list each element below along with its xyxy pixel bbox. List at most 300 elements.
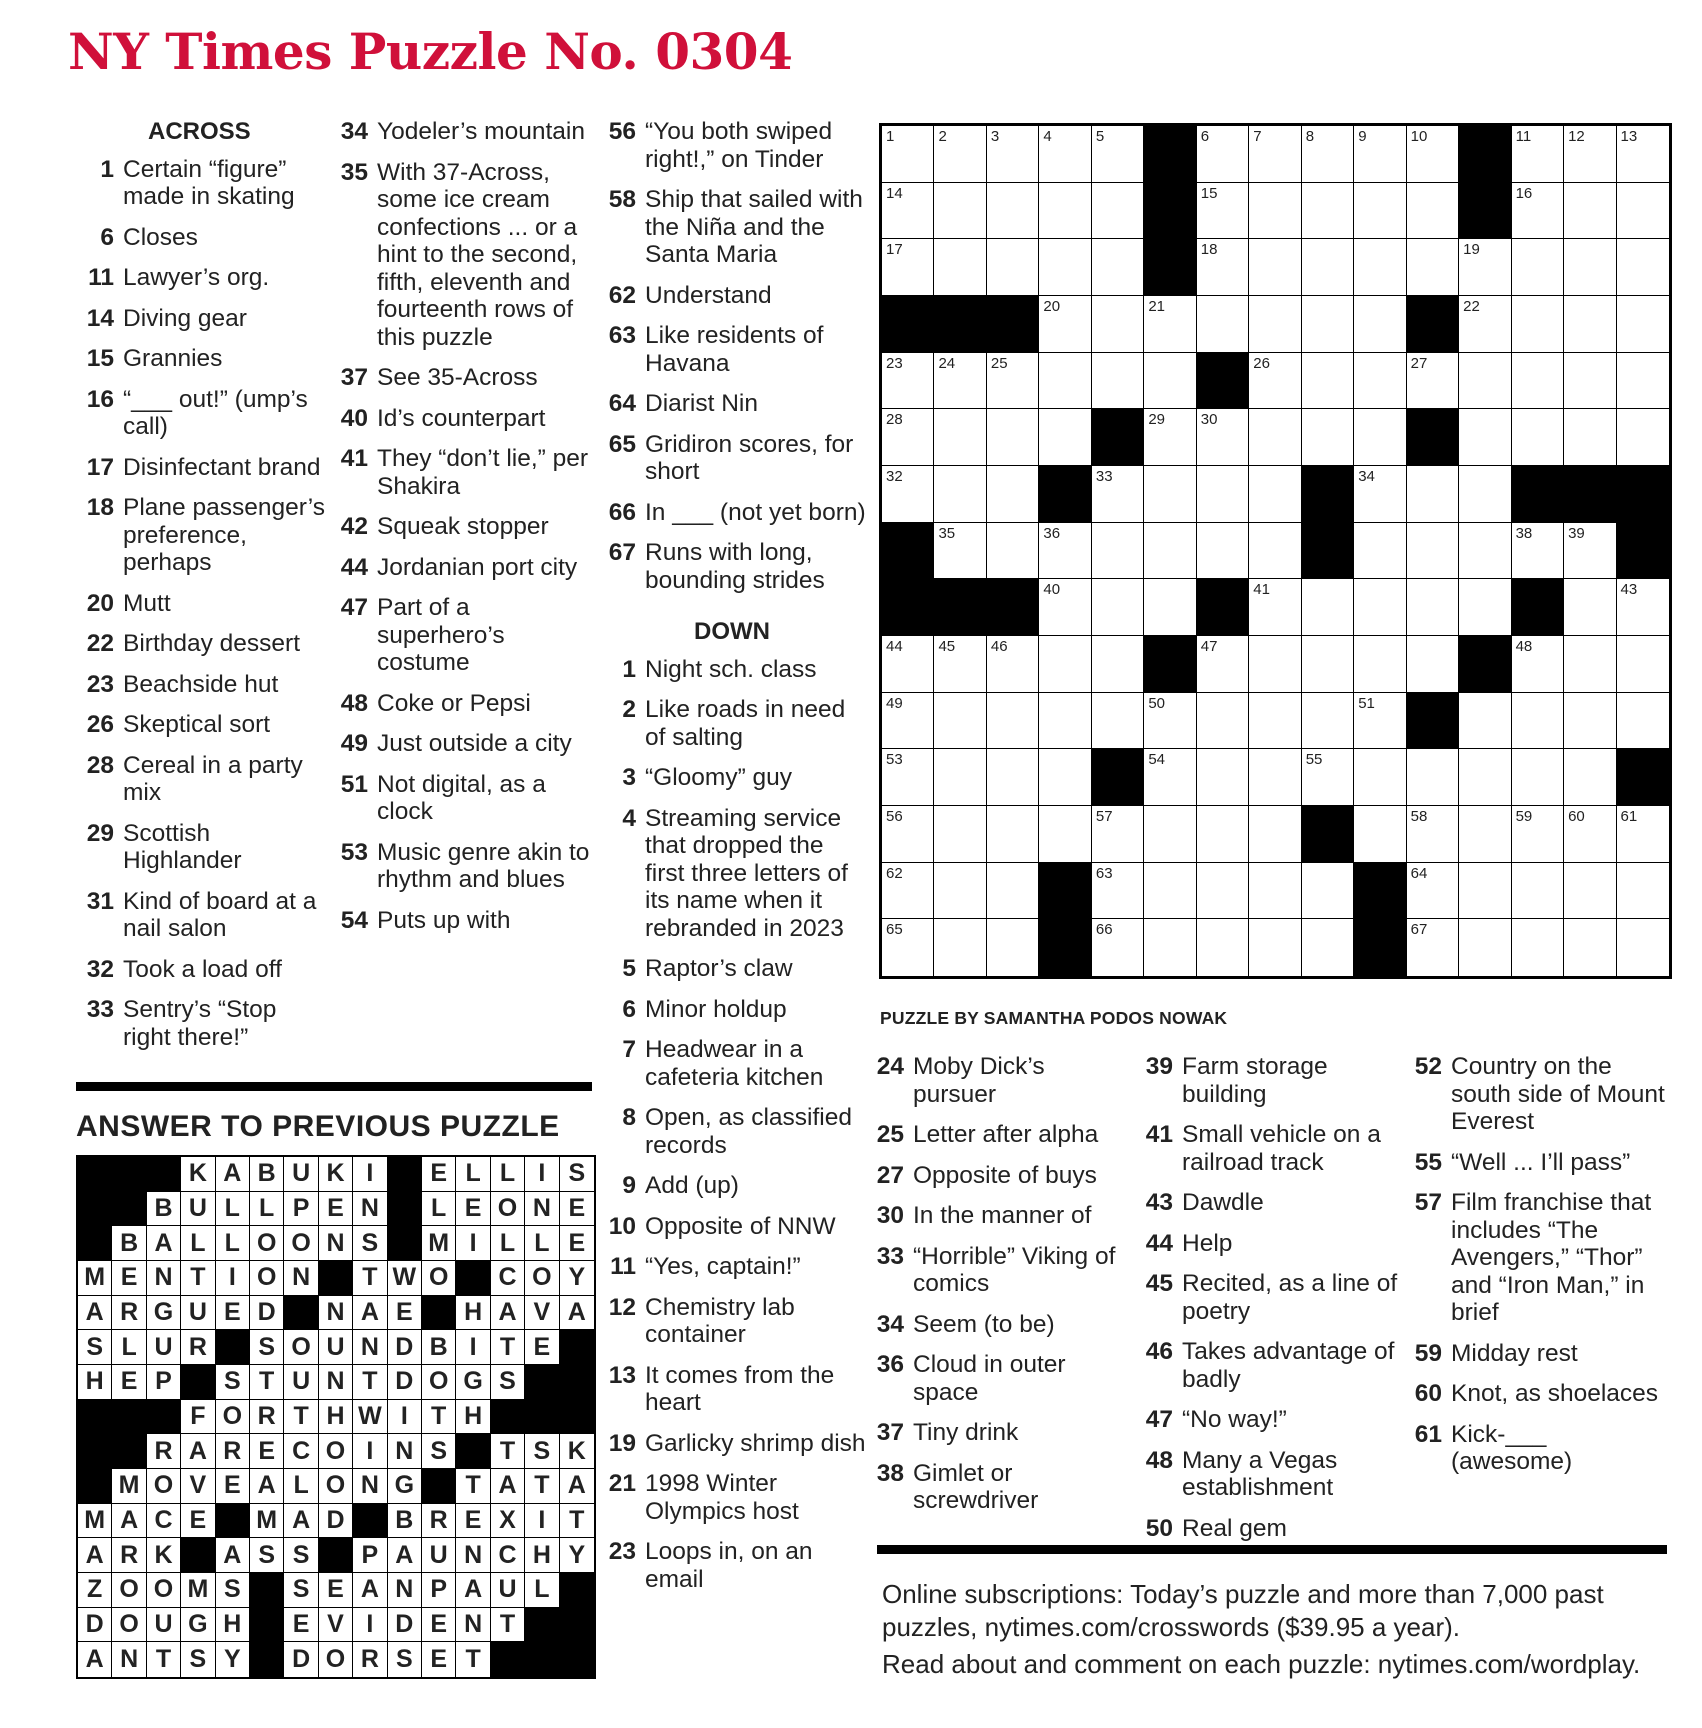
clue-text: Moby Dick’s pursuer (913, 1053, 1045, 1108)
grid-cell[interactable] (1197, 749, 1249, 806)
answer-letter: S (491, 1365, 525, 1400)
black-square (882, 579, 934, 636)
grid-cell[interactable] (1407, 863, 1459, 920)
answer-letter: O (319, 1469, 353, 1504)
grid-cell[interactable] (934, 409, 986, 466)
clue (598, 1294, 868, 1349)
answer-letter: T (250, 1365, 284, 1400)
grid-cell[interactable] (882, 749, 934, 806)
answer-letter: T (560, 1504, 594, 1539)
clue-text: With 37-Across, some ice cream confections ... or a hint to the second, fifth, eleventh and fourteenth rows of this puzzle (377, 158, 578, 351)
grid-cell[interactable] (1039, 126, 1091, 183)
answer-letter: L (422, 1192, 456, 1227)
answer-letter: I (456, 1226, 490, 1261)
answer-letter: B (147, 1192, 181, 1227)
answer-letter: E (181, 1504, 215, 1539)
grid-cell[interactable] (1197, 806, 1249, 863)
grid-cell[interactable] (1249, 466, 1301, 523)
clue-number: 17 (86, 453, 114, 481)
grid-cell[interactable] (1617, 239, 1669, 296)
answer-letter: L (112, 1330, 146, 1365)
answer-letter: C (491, 1261, 525, 1296)
clue-text: They “don’t lie,” per Shakira (377, 445, 589, 500)
grid-cell[interactable] (1302, 239, 1354, 296)
black-square (1197, 579, 1249, 636)
grid-cell[interactable] (1459, 466, 1511, 523)
grid-cell[interactable] (987, 126, 1039, 183)
grid-cell[interactable] (1564, 636, 1616, 693)
grid-cell[interactable] (1092, 636, 1144, 693)
black-square (987, 579, 1039, 636)
grid-cell[interactable] (1564, 353, 1616, 410)
grid-cell[interactable] (1197, 523, 1249, 580)
grid-cell[interactable] (882, 126, 934, 183)
clue (76, 494, 326, 577)
grid-cell[interactable] (1302, 579, 1354, 636)
grid-cell[interactable] (1144, 353, 1196, 410)
clue-number: 41 (340, 445, 368, 472)
grid-cell[interactable] (934, 523, 986, 580)
grid-cell[interactable] (1092, 523, 1144, 580)
grid-cell[interactable] (1249, 409, 1301, 466)
grid-cell[interactable] (1617, 126, 1669, 183)
answer-letter: N (353, 1192, 387, 1227)
grid-cell[interactable] (882, 806, 934, 863)
grid-cell[interactable] (934, 863, 986, 920)
clue (330, 159, 592, 352)
answer-black-square (422, 1469, 456, 1504)
grid-cell[interactable] (1039, 806, 1091, 863)
grid-cell[interactable] (1197, 183, 1249, 240)
black-square (1092, 749, 1144, 806)
answer-letter: N (456, 1538, 490, 1573)
clue-text: Headwear in a cafeteria kitchen (645, 1036, 824, 1091)
clue (598, 1362, 868, 1417)
grid-cell[interactable] (1039, 409, 1091, 466)
grid-cell[interactable] (1302, 693, 1354, 750)
answer-letter: E (422, 1157, 456, 1192)
grid-cell[interactable] (987, 919, 1039, 976)
black-square (1459, 636, 1511, 693)
grid-cell[interactable] (1407, 183, 1459, 240)
answer-letter: A (491, 1296, 525, 1331)
cell-number: 29 (1148, 411, 1166, 429)
answer-letter: D (319, 1504, 353, 1539)
grid-cell[interactable] (1249, 126, 1301, 183)
grid-cell[interactable] (1039, 296, 1091, 353)
grid-cell[interactable] (1564, 579, 1616, 636)
clue-number: 45 (1145, 1270, 1173, 1297)
grid-cell[interactable] (1144, 919, 1196, 976)
grid-cell[interactable] (934, 466, 986, 523)
grid-cell[interactable] (987, 466, 1039, 523)
grid-cell[interactable] (1039, 523, 1091, 580)
grid-cell[interactable] (1249, 863, 1301, 920)
grid-cell[interactable] (1039, 353, 1091, 410)
grid-cell[interactable] (1617, 863, 1669, 920)
answer-letter: O (112, 1573, 146, 1608)
grid-cell[interactable] (1617, 806, 1669, 863)
grid-cell[interactable] (882, 183, 934, 240)
grid-cell[interactable] (1039, 749, 1091, 806)
grid-cell[interactable] (1092, 126, 1144, 183)
grid-cell[interactable] (1249, 523, 1301, 580)
grid-cell[interactable] (1407, 636, 1459, 693)
grid-cell[interactable] (1354, 183, 1406, 240)
grid-cell[interactable] (1407, 239, 1459, 296)
grid-cell[interactable] (1512, 126, 1564, 183)
grid-cell[interactable] (1197, 863, 1249, 920)
grid-cell[interactable] (1039, 693, 1091, 750)
clue-text: Skeptical sort (123, 711, 271, 738)
grid-cell[interactable] (1302, 919, 1354, 976)
grid-cell[interactable] (1512, 919, 1564, 976)
grid-cell[interactable] (882, 409, 934, 466)
grid-cell[interactable] (1512, 353, 1564, 410)
grid-cell[interactable] (1092, 693, 1144, 750)
grid-cell[interactable] (987, 806, 1039, 863)
grid-cell[interactable] (1249, 749, 1301, 806)
clue-number: 42 (340, 513, 368, 540)
grid-cell[interactable] (1459, 579, 1511, 636)
clue-number: 11 (88, 264, 114, 291)
clue-number: 22 (86, 630, 114, 657)
grid-cell[interactable] (1354, 636, 1406, 693)
grid-cell[interactable] (1354, 466, 1406, 523)
grid-cell[interactable] (1249, 579, 1301, 636)
grid-cell[interactable] (1302, 183, 1354, 240)
grid-cell[interactable] (882, 466, 934, 523)
grid-cell[interactable] (934, 749, 986, 806)
clue-number: 19 (608, 1429, 636, 1457)
grid-cell[interactable] (1459, 919, 1511, 976)
grid-cell[interactable] (1249, 806, 1301, 863)
grid-cell[interactable] (1092, 183, 1144, 240)
grid-cell[interactable] (1092, 579, 1144, 636)
grid-cell[interactable] (1617, 693, 1669, 750)
clue-number: 38 (876, 1459, 904, 1487)
grid-cell[interactable] (1302, 296, 1354, 353)
grid-cell[interactable] (882, 239, 934, 296)
cell-number: 38 (1515, 524, 1533, 542)
grid-cell[interactable] (1354, 693, 1406, 750)
grid-cell[interactable] (1407, 919, 1459, 976)
clue (76, 305, 326, 333)
answer-black-square (216, 1504, 250, 1539)
grid-cell[interactable] (1354, 579, 1406, 636)
grid-cell[interactable] (1459, 749, 1511, 806)
grid-cell[interactable] (1512, 239, 1564, 296)
grid-cell[interactable] (934, 806, 986, 863)
clue-number: 23 (86, 670, 114, 698)
grid-cell[interactable] (1144, 523, 1196, 580)
grid-cell[interactable] (1512, 523, 1564, 580)
grid-cell[interactable] (1197, 409, 1249, 466)
answer-letter: B (250, 1157, 284, 1192)
answer-letter: G (456, 1365, 490, 1400)
grid-cell[interactable] (882, 863, 934, 920)
answer-letter: S (216, 1573, 250, 1608)
grid-cell[interactable] (1354, 409, 1406, 466)
clue-text: In the manner of (913, 1202, 1092, 1229)
grid-cell[interactable] (1092, 919, 1144, 976)
grid-cell[interactable] (987, 863, 1039, 920)
grid-cell[interactable] (1617, 919, 1669, 976)
clue (330, 839, 592, 894)
grid-cell[interactable] (1459, 296, 1511, 353)
clue-text: Midday rest (1451, 1339, 1578, 1367)
grid-cell[interactable] (1197, 296, 1249, 353)
grid-cell[interactable] (1302, 353, 1354, 410)
cell-number: 66 (1095, 921, 1113, 939)
grid-cell[interactable] (1249, 296, 1301, 353)
grid-cell[interactable] (1354, 126, 1406, 183)
answer-letter: A (388, 1538, 422, 1573)
grid-cell[interactable] (1092, 239, 1144, 296)
grid-cell[interactable] (1459, 863, 1511, 920)
grid-cell[interactable] (1197, 919, 1249, 976)
grid-cell[interactable] (1564, 409, 1616, 466)
grid-cell[interactable] (1092, 863, 1144, 920)
grid-cell[interactable] (934, 636, 986, 693)
grid-cell[interactable] (1617, 296, 1669, 353)
grid-cell[interactable] (934, 126, 986, 183)
clue (866, 1419, 1126, 1447)
grid-cell[interactable] (1512, 806, 1564, 863)
grid-cell[interactable] (1459, 806, 1511, 863)
clue-number: 57 (1414, 1189, 1442, 1216)
grid-cell[interactable] (1512, 863, 1564, 920)
clue (76, 264, 326, 292)
clue-text: Not digital, as a clock (377, 770, 546, 825)
answer-black-square (525, 1608, 559, 1643)
grid-cell[interactable] (1564, 749, 1616, 806)
grid-cell[interactable] (1144, 693, 1196, 750)
grid-cell[interactable] (987, 749, 1039, 806)
grid-cell[interactable] (1092, 466, 1144, 523)
clue (76, 956, 326, 984)
grid-cell[interactable] (1407, 466, 1459, 523)
grid-cell[interactable] (1249, 693, 1301, 750)
grid-cell[interactable] (1092, 353, 1144, 410)
grid-cell[interactable] (1564, 523, 1616, 580)
grid-cell[interactable] (882, 636, 934, 693)
black-square (1092, 409, 1144, 466)
grid-cell[interactable] (1459, 353, 1511, 410)
grid-cell[interactable] (1617, 579, 1669, 636)
grid-cell[interactable] (1407, 806, 1459, 863)
grid-cell[interactable] (987, 239, 1039, 296)
grid-cell[interactable] (934, 919, 986, 976)
grid-cell[interactable] (1512, 296, 1564, 353)
grid-cell[interactable] (1302, 126, 1354, 183)
grid-cell[interactable] (987, 183, 1039, 240)
grid-cell[interactable] (1512, 693, 1564, 750)
answer-letter: E (319, 1573, 353, 1608)
clue-number: 16 (86, 385, 114, 413)
clue-number: 37 (340, 364, 368, 391)
grid-cell[interactable] (1302, 749, 1354, 806)
clue-number: 8 (622, 1104, 636, 1131)
answer-letter: A (491, 1469, 525, 1504)
grid-cell[interactable] (1459, 239, 1511, 296)
grid-cell[interactable] (1144, 863, 1196, 920)
grid-cell[interactable] (1564, 183, 1616, 240)
grid-cell[interactable] (934, 693, 986, 750)
grid-cell[interactable] (1564, 239, 1616, 296)
cell-number: 23 (886, 354, 903, 372)
answer-letter: H (216, 1608, 250, 1643)
grid-cell[interactable] (1092, 806, 1144, 863)
clue (598, 390, 868, 418)
grid-cell[interactable] (1512, 636, 1564, 693)
clue-number: 6 (622, 995, 636, 1023)
clue-number: 60 (1414, 1380, 1442, 1407)
grid-cell[interactable] (987, 409, 1039, 466)
grid-cell[interactable] (1354, 523, 1406, 580)
clue-text: Knot, as shoelaces (1451, 1380, 1659, 1407)
grid-cell[interactable] (1197, 126, 1249, 183)
grid-cell[interactable] (1249, 239, 1301, 296)
grid-cell[interactable] (1564, 693, 1616, 750)
grid-cell[interactable] (1564, 296, 1616, 353)
answer-black-square (112, 1192, 146, 1227)
answer-letter: M (250, 1504, 284, 1539)
answer-black-square (560, 1330, 594, 1365)
grid-cell[interactable] (987, 693, 1039, 750)
grid-cell[interactable] (1354, 749, 1406, 806)
grid-cell[interactable] (1144, 579, 1196, 636)
grid-cell[interactable] (1354, 806, 1406, 863)
clue-number: 34 (876, 1310, 904, 1338)
clue (598, 1430, 868, 1458)
grid-cell[interactable] (1617, 183, 1669, 240)
clue-text: In ___ (not yet born) (645, 498, 866, 526)
clue-text: Just outside a city (377, 730, 572, 757)
grid-cell[interactable] (1249, 636, 1301, 693)
answer-letter: T (181, 1261, 215, 1296)
clue-number: 44 (1145, 1229, 1173, 1257)
cell-number: 64 (1410, 864, 1428, 882)
grid-cell[interactable] (1564, 863, 1616, 920)
grid-cell[interactable] (987, 523, 1039, 580)
grid-cell[interactable] (1039, 183, 1091, 240)
grid-cell[interactable] (1302, 863, 1354, 920)
grid-cell[interactable] (987, 353, 1039, 410)
cell-number: 4 (1043, 128, 1052, 145)
grid-cell[interactable] (1197, 693, 1249, 750)
grid-cell[interactable] (1354, 239, 1406, 296)
grid-cell[interactable] (1407, 353, 1459, 410)
grid-cell[interactable] (1407, 579, 1459, 636)
grid-cell[interactable] (1512, 183, 1564, 240)
grid-cell[interactable] (1407, 126, 1459, 183)
grid-cell[interactable] (882, 919, 934, 976)
cell-number: 60 (1568, 808, 1585, 825)
answer-letter: B (422, 1330, 456, 1365)
cell-number: 2 (938, 128, 947, 145)
grid-cell[interactable] (1092, 296, 1144, 353)
grid-cell[interactable] (1249, 183, 1301, 240)
grid-cell[interactable] (934, 353, 986, 410)
answer-letter: N (353, 1330, 387, 1365)
answer-letter: R (181, 1330, 215, 1365)
grid-cell[interactable] (1197, 466, 1249, 523)
clue (330, 364, 592, 392)
grid-cell[interactable] (1197, 239, 1249, 296)
clue (866, 1121, 1126, 1149)
grid-cell[interactable] (1039, 579, 1091, 636)
grid-cell[interactable] (1144, 409, 1196, 466)
grid-cell[interactable] (1512, 749, 1564, 806)
grid-cell[interactable] (1459, 523, 1511, 580)
black-square (1039, 466, 1091, 523)
grid-cell[interactable] (1144, 296, 1196, 353)
cell-number: 10 (1410, 128, 1428, 145)
grid-cell[interactable] (1564, 806, 1616, 863)
grid-cell[interactable] (1197, 636, 1249, 693)
answer-letter: L (456, 1157, 490, 1192)
clue-number: 46 (1145, 1338, 1173, 1365)
grid-cell[interactable] (1459, 693, 1511, 750)
grid-cell[interactable] (882, 693, 934, 750)
footer (882, 1578, 1682, 1685)
grid-cell[interactable] (1564, 919, 1616, 976)
grid-cell[interactable] (1617, 353, 1669, 410)
grid-cell[interactable] (1564, 126, 1616, 183)
grid-cell[interactable] (1039, 636, 1091, 693)
answer-black-square (456, 1434, 490, 1469)
answer-letter: D (388, 1330, 422, 1365)
grid-cell[interactable] (1617, 409, 1669, 466)
clue-number: 33 (86, 996, 114, 1023)
grid-cell[interactable] (1302, 409, 1354, 466)
clue-number: 32 (86, 955, 114, 983)
answer-letter: S (353, 1226, 387, 1261)
grid-cell[interactable] (987, 636, 1039, 693)
clue (1135, 1270, 1400, 1325)
grid-cell[interactable] (1039, 239, 1091, 296)
clue-number: 26 (86, 711, 114, 738)
answer-black-square (525, 1400, 559, 1435)
grid-cell[interactable] (1144, 749, 1196, 806)
clue (598, 282, 868, 310)
grid-cell[interactable] (1249, 919, 1301, 976)
cell-number: 6 (1200, 128, 1210, 145)
grid-cell[interactable] (1302, 636, 1354, 693)
grid-cell[interactable] (1354, 296, 1406, 353)
grid-cell[interactable] (1459, 409, 1511, 466)
grid-cell[interactable] (934, 183, 986, 240)
clue-text: Opposite of NNW (645, 1212, 836, 1240)
grid-cell[interactable] (1354, 353, 1406, 410)
grid-cell[interactable] (1512, 409, 1564, 466)
grid-cell[interactable] (1617, 636, 1669, 693)
grid-cell[interactable] (1249, 353, 1301, 410)
grid-cell[interactable] (1407, 523, 1459, 580)
answer-letter: W (353, 1400, 387, 1435)
grid-cell[interactable] (1144, 466, 1196, 523)
answer-letter: U (284, 1157, 318, 1192)
grid-cell[interactable] (1407, 749, 1459, 806)
answer-letter: R (147, 1434, 181, 1469)
grid-cell[interactable] (882, 353, 934, 410)
answer-letter: N (284, 1261, 318, 1296)
grid-cell[interactable] (1144, 806, 1196, 863)
answer-black-square (250, 1642, 284, 1677)
grid-cell[interactable] (934, 239, 986, 296)
black-square (1039, 863, 1091, 920)
